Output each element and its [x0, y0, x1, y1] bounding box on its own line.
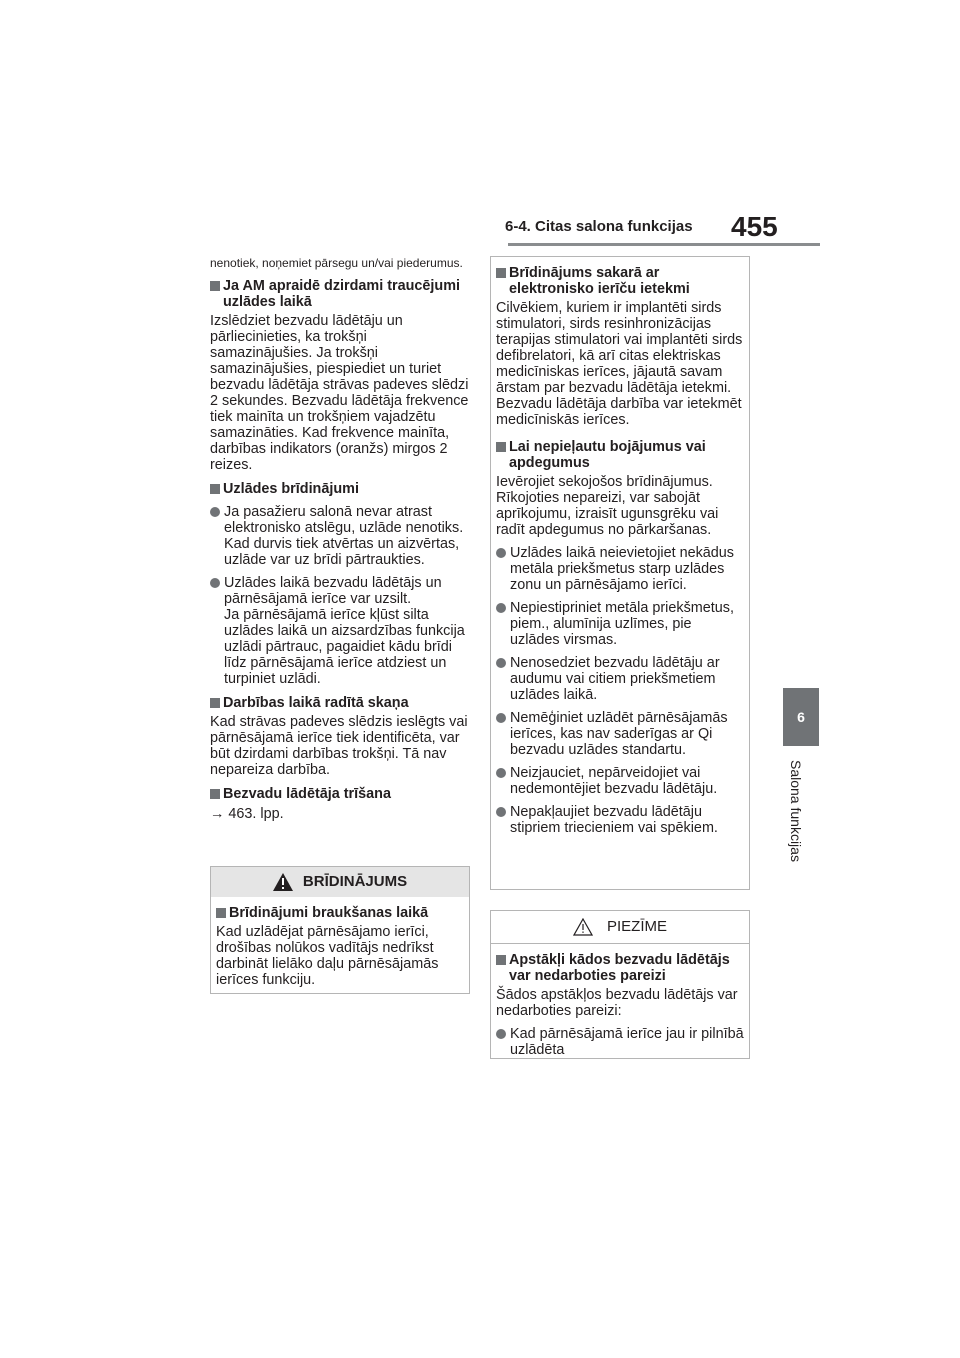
round-bullet-icon — [496, 603, 506, 613]
chapter-side-label — [788, 760, 814, 960]
section-title: Uzlādes brīdinājumi — [223, 481, 359, 497]
list-item — [496, 655, 744, 703]
square-bullet-icon — [210, 484, 220, 494]
note-triangle-icon — [573, 918, 593, 936]
section-heading — [210, 481, 470, 497]
square-bullet-icon — [210, 281, 220, 291]
round-bullet-icon — [496, 658, 506, 668]
section-heading — [210, 695, 470, 711]
page-reference-text: 463. lpp. — [228, 806, 284, 822]
section-text: Kad strāvas padeves slēdzis ieslēgts vai pārnēsājamā ierīce tiek identificēta, var būt dzirdami darbības trokšņi. Tā nav nepareiza darbība. — [210, 714, 468, 778]
list-item — [210, 575, 470, 687]
section-heading — [496, 265, 744, 297]
note-heading-text: PIEZĪME — [606, 918, 667, 935]
list-item-text: Nepiestipriniet metāla priekšmetus, piem., alumīnija uzlīmes, pie uzlādes virsmas. — [510, 600, 734, 648]
list-item-text: Nepakļaujiet bezvadu lādētāju stipriem triecieniem vai spēkiem. — [510, 804, 718, 836]
chapter-label: Salona funkcijas — [788, 760, 804, 862]
section-title: Darbības laikā radītā skaņa — [223, 695, 409, 711]
square-bullet-icon — [210, 789, 220, 799]
square-bullet-icon — [210, 698, 220, 708]
section-text: Šādos apstākļos bezvadu lādētājs var nedarboties pareizi: — [496, 987, 738, 1019]
warning-triangle-icon — [273, 873, 293, 891]
square-bullet-icon — [496, 955, 506, 965]
warning-text: Kad uzlādējat pārnēsājamo ierīci, drošības nolūkos vadītājs nedrīkst darbināt lielāko daļu pārnēsājamās ierīces funkciju. — [216, 924, 439, 988]
section-title: 6-4. Citas salona funkcijas — [505, 218, 693, 235]
round-bullet-icon — [496, 1029, 506, 1039]
section-heading — [210, 786, 470, 802]
section-heading — [496, 439, 744, 471]
section-heading — [496, 952, 744, 984]
section-title: Brīdinājums sakarā ar elektronisko ierīču ietekmi — [509, 265, 690, 297]
page-number: 455 — [731, 211, 778, 242]
list-item — [496, 545, 744, 593]
intro-text: nenotiek, noņemiet pārsegu un/vai piederumus. — [210, 256, 463, 270]
section-text: Izslēdziet bezvadu lādētāju un pārliecinieties, ka trokšņi samazinājušies. Ja trokšņi samazinājušies, piespiediet un turiet bezvadu lādētāja strāvas padeves slēdzi 2 sekundes. Bezvadu lādētāja frekvence tiek mainīta un trokšņiem vajadzētu samazināties. Kad frekvence mainīta, darbības indikators (oranžs) mirgos 2 reizes. — [210, 313, 469, 473]
warning-heading-text: BRĪDINĀJUMS — [302, 873, 408, 890]
warning-box-continued — [490, 256, 750, 890]
list-item — [496, 600, 744, 648]
round-bullet-icon — [210, 578, 220, 588]
square-bullet-icon — [216, 908, 226, 918]
warning-heading — [211, 867, 469, 897]
list-item — [496, 804, 744, 836]
round-bullet-icon — [496, 548, 506, 558]
header-rule — [508, 243, 820, 246]
list-item-text: Neizjauciet, nepārveidojiet vai nedemontējiet bezvadu lādētāju. — [510, 765, 718, 797]
note-box — [490, 910, 750, 1059]
round-bullet-icon — [210, 507, 220, 517]
square-bullet-icon — [496, 442, 506, 452]
note-heading — [491, 911, 749, 944]
round-bullet-icon — [496, 713, 506, 723]
list-item-text: Nemēģiniet uzlādēt pārnēsājamās ierīces, kas nav saderīgas ar Qi bezvadu uzlādes standartu. — [510, 710, 728, 758]
page-reference[interactable] — [210, 806, 470, 822]
list-item-text: Uzlādes laikā bezvadu lādētājs un pārnēsājamā ierīce var uzsilt. Ja pārnēsājamā ierīce kļūst silta uzlādes laikā un aizsardzības funkcija uzlādi pārtrauc, pagaidiet kādu brīdi līdz pārnēsājamā ierīce atdziest un turpiniet uzlādi. — [224, 575, 465, 687]
list-item-text: Kad pārnēsājamā ierīce jau ir pilnībā uzlādēta — [510, 1026, 744, 1058]
section-heading — [216, 905, 464, 921]
warning-box — [210, 866, 470, 994]
list-item-text: Nenosedziet bezvadu lādētāju ar audumu vai citiem priekšmetiem uzlādes laikā. — [510, 655, 720, 703]
list-item — [496, 710, 744, 758]
section-title: Bezvadu lādētāja trīšana — [223, 786, 391, 802]
section-title: Apstākļi kādos bezvadu lādētājs var nedarboties pareizi — [509, 952, 730, 984]
list-item-text: Ja pasažieru salonā nevar atrast elektronisko atslēgu, uzlāde nenotiks. Kad durvis tiek atvērtas un aizvērtas, uzlāde var uz brīdi pārtraukties. — [224, 504, 464, 568]
square-bullet-icon — [496, 268, 506, 278]
list-item — [496, 765, 744, 797]
section-title: Brīdinājumi braukšanas laikā — [229, 905, 429, 921]
round-bullet-icon — [496, 807, 506, 817]
section-heading — [210, 278, 470, 310]
left-column — [210, 256, 470, 822]
list-item-text: Uzlādes laikā neievietojiet nekādus metāla priekšmetus starp uzlādes zonu un pārnēsājamo ierīci. — [510, 545, 734, 593]
chapter-tab: 6 — [783, 688, 819, 746]
section-text: Ievērojiet sekojošos brīdinājumus. Rīkojoties nepareizi, var sabojāt aprīkojumu, izraisīt ugunsgrēku vai radīt apdegumus no pārkaršanas. — [496, 474, 719, 538]
list-item — [210, 504, 470, 568]
section-title: Lai nepieļautu bojājumus vai apdegumus — [509, 439, 706, 471]
section-title: Ja AM apraidē dzirdami traucējumi uzlādes laikā — [223, 278, 460, 310]
round-bullet-icon — [496, 768, 506, 778]
section-text: Cilvēkiem, kuriem ir implantēti sirds stimulatori, sirds resinhronizācijas terapijas stimulatori vai implantēti sirds defibrelatori, kā arī citas elektriskas medicīniskas ierīces, jājautā savam ārstam par bezvadu lādētāja ietekmi. Bezvadu lādētāja darbība var ietekmēt medicīniskās ierīces. — [496, 300, 743, 428]
arrow-icon: → — [210, 806, 225, 822]
list-item — [496, 1026, 744, 1058]
